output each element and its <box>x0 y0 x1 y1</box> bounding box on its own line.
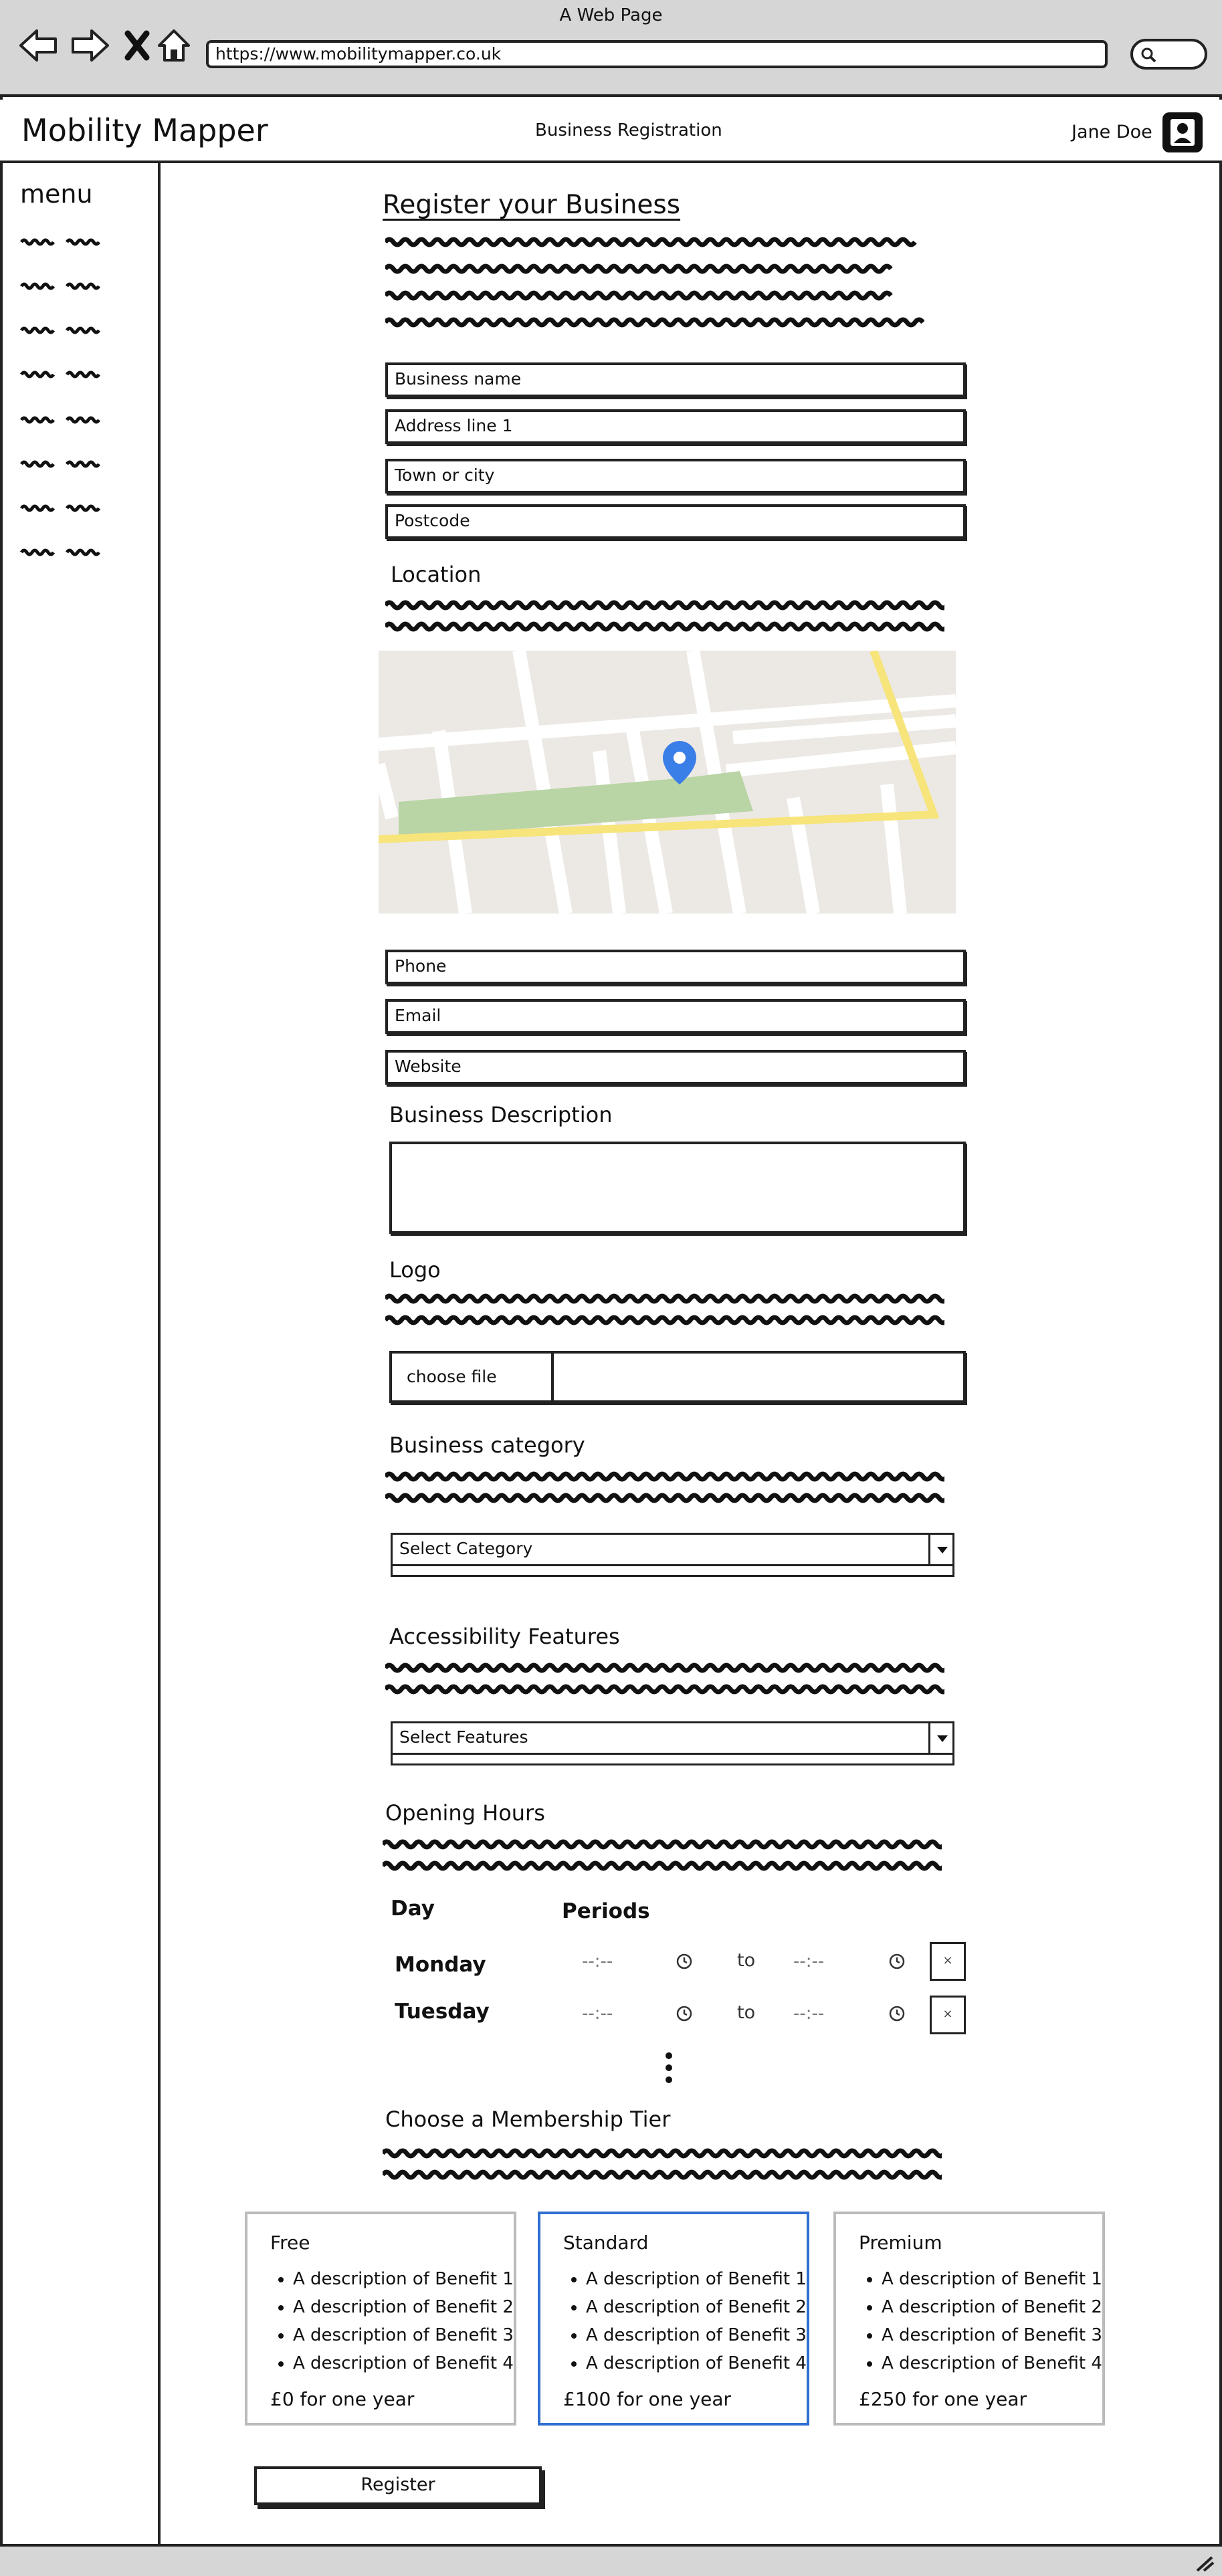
menu-title: menu <box>20 179 93 209</box>
sidebar-item[interactable] <box>20 235 114 249</box>
window-title: A Web Page <box>559 5 663 25</box>
category-select[interactable] <box>391 1533 954 1566</box>
address-line1-input[interactable]: Address line 1 <box>385 409 966 444</box>
browser-status-bar <box>0 2544 1222 2576</box>
membership-heading: Choose a Membership Tier <box>385 2107 671 2132</box>
website-input[interactable]: Website <box>385 1050 966 1085</box>
tier-benefit: • A description of Benefit 3 <box>293 2321 514 2349</box>
clock-icon[interactable] <box>676 1953 693 1970</box>
tier-benefit: • A description of Benefit 4 <box>882 2349 1102 2377</box>
features-heading: Accessibility Features <box>389 1624 620 1649</box>
remove-period-button[interactable]: × <box>930 1942 966 1981</box>
forward-arrow-icon[interactable] <box>67 27 114 68</box>
category-options-strip <box>391 1566 954 1577</box>
sidebar-item[interactable] <box>20 546 114 559</box>
postcode-input[interactable]: Postcode <box>385 504 966 539</box>
sidebar-item[interactable] <box>20 413 114 427</box>
description-heading: Business Description <box>389 1102 613 1128</box>
tier-benefit: • A description of Benefit 3 <box>586 2321 807 2349</box>
address-bar[interactable]: https://www.mobilitymapper.co.uk <box>206 40 1108 68</box>
tier-card-premium[interactable] <box>833 2212 1105 2426</box>
location-placeholder-text <box>385 597 944 635</box>
hours-heading: Opening Hours <box>385 1800 545 1826</box>
tier-name: Premium <box>859 2232 942 2254</box>
town-input[interactable]: Town or city <box>385 459 966 494</box>
features-select[interactable] <box>391 1721 954 1755</box>
description-textarea[interactable] <box>389 1142 966 1234</box>
location-map[interactable] <box>379 651 956 914</box>
tuesday-start-time[interactable]: --:-- <box>582 2004 613 2024</box>
tier-card-free[interactable] <box>245 2212 516 2426</box>
clock-icon[interactable] <box>888 2005 906 2022</box>
logo-placeholder-text <box>385 1291 944 1328</box>
day-monday: Monday <box>395 1953 486 1977</box>
logo-file-input[interactable] <box>389 1351 966 1403</box>
sidebar-item[interactable] <box>20 280 114 293</box>
brand-logo[interactable]: Mobility Mapper <box>21 112 268 148</box>
membership-placeholder-text <box>383 2145 942 2183</box>
to-label: to <box>737 1950 756 1971</box>
phone-input[interactable]: Phone <box>385 950 966 984</box>
tier-benefit: • A description of Benefit 2 <box>293 2293 514 2321</box>
tier-benefit: • A description of Benefit 4 <box>586 2349 807 2377</box>
category-heading: Business category <box>389 1432 585 1458</box>
sidebar-item[interactable] <box>20 457 114 471</box>
sidebar-item[interactable] <box>20 502 114 515</box>
sidebar-item[interactable] <box>20 324 114 337</box>
sidebar-item[interactable] <box>20 368 114 381</box>
tier-benefit: • A description of Benefit 1 <box>586 2265 807 2293</box>
tier-benefit: • A description of Benefit 1 <box>293 2265 514 2293</box>
category-placeholder-text <box>385 1469 944 1506</box>
tier-name: Free <box>270 2232 310 2254</box>
resize-grip-icon[interactable] <box>1192 2553 1215 2572</box>
location-heading: Location <box>391 562 482 587</box>
more-vertical-icon[interactable] <box>662 2052 676 2085</box>
periods-column-header: Periods <box>562 1899 650 1923</box>
user-name[interactable]: Jane Doe <box>1072 122 1152 142</box>
tier-benefits-list <box>273 2265 514 2377</box>
tier-price: £0 for one year <box>270 2388 415 2410</box>
business-name-input[interactable]: Business name <box>385 362 966 397</box>
features-options-strip <box>391 1755 954 1765</box>
tier-card-standard[interactable] <box>538 2212 809 2426</box>
back-arrow-icon[interactable] <box>15 27 62 68</box>
to-label: to <box>737 2002 756 2023</box>
category-select-value: Select Category <box>399 1539 533 1558</box>
logo-heading: Logo <box>389 1257 441 1283</box>
tier-price: £250 for one year <box>859 2388 1027 2410</box>
user-avatar-icon[interactable] <box>1162 112 1203 152</box>
sidebar <box>0 163 161 2544</box>
clock-icon[interactable] <box>888 1953 906 1970</box>
tuesday-end-time[interactable]: --:-- <box>793 2004 825 2024</box>
search-icon <box>1140 46 1157 64</box>
page-name: Business Registration <box>535 120 722 140</box>
day-column-header: Day <box>391 1897 435 1921</box>
monday-end-time[interactable]: --:-- <box>793 1951 825 1971</box>
home-icon[interactable] <box>150 27 197 68</box>
features-select-value: Select Features <box>399 1727 528 1747</box>
features-placeholder-text <box>385 1660 944 1697</box>
clock-icon[interactable] <box>676 2005 693 2022</box>
tier-benefit: • A description of Benefit 4 <box>293 2349 514 2377</box>
browser-search-field[interactable] <box>1130 39 1207 70</box>
page-title: Register your Business <box>383 190 681 220</box>
tier-benefit: • A description of Benefit 1 <box>882 2265 1102 2293</box>
tier-benefit: • A description of Benefit 2 <box>586 2293 807 2321</box>
day-tuesday: Tuesday <box>395 2000 490 2024</box>
tier-benefit: • A description of Benefit 2 <box>882 2293 1102 2321</box>
register-button[interactable]: Register <box>254 2466 542 2505</box>
chevron-down-icon[interactable] <box>928 1723 952 1753</box>
intro-placeholder-text <box>385 233 924 337</box>
hours-placeholder-text <box>383 1836 942 1874</box>
tier-benefits-list <box>566 2265 807 2377</box>
tier-benefit: • A description of Benefit 3 <box>882 2321 1102 2349</box>
chevron-down-icon[interactable] <box>928 1535 952 1564</box>
choose-file-button[interactable]: choose file <box>392 1354 554 1400</box>
email-input[interactable]: Email <box>385 999 966 1034</box>
tier-name: Standard <box>563 2232 649 2254</box>
tier-price: £100 for one year <box>563 2388 732 2410</box>
tier-benefits-list <box>861 2265 1102 2377</box>
remove-period-button[interactable]: × <box>930 1996 966 2034</box>
monday-start-time[interactable]: --:-- <box>582 1951 613 1971</box>
